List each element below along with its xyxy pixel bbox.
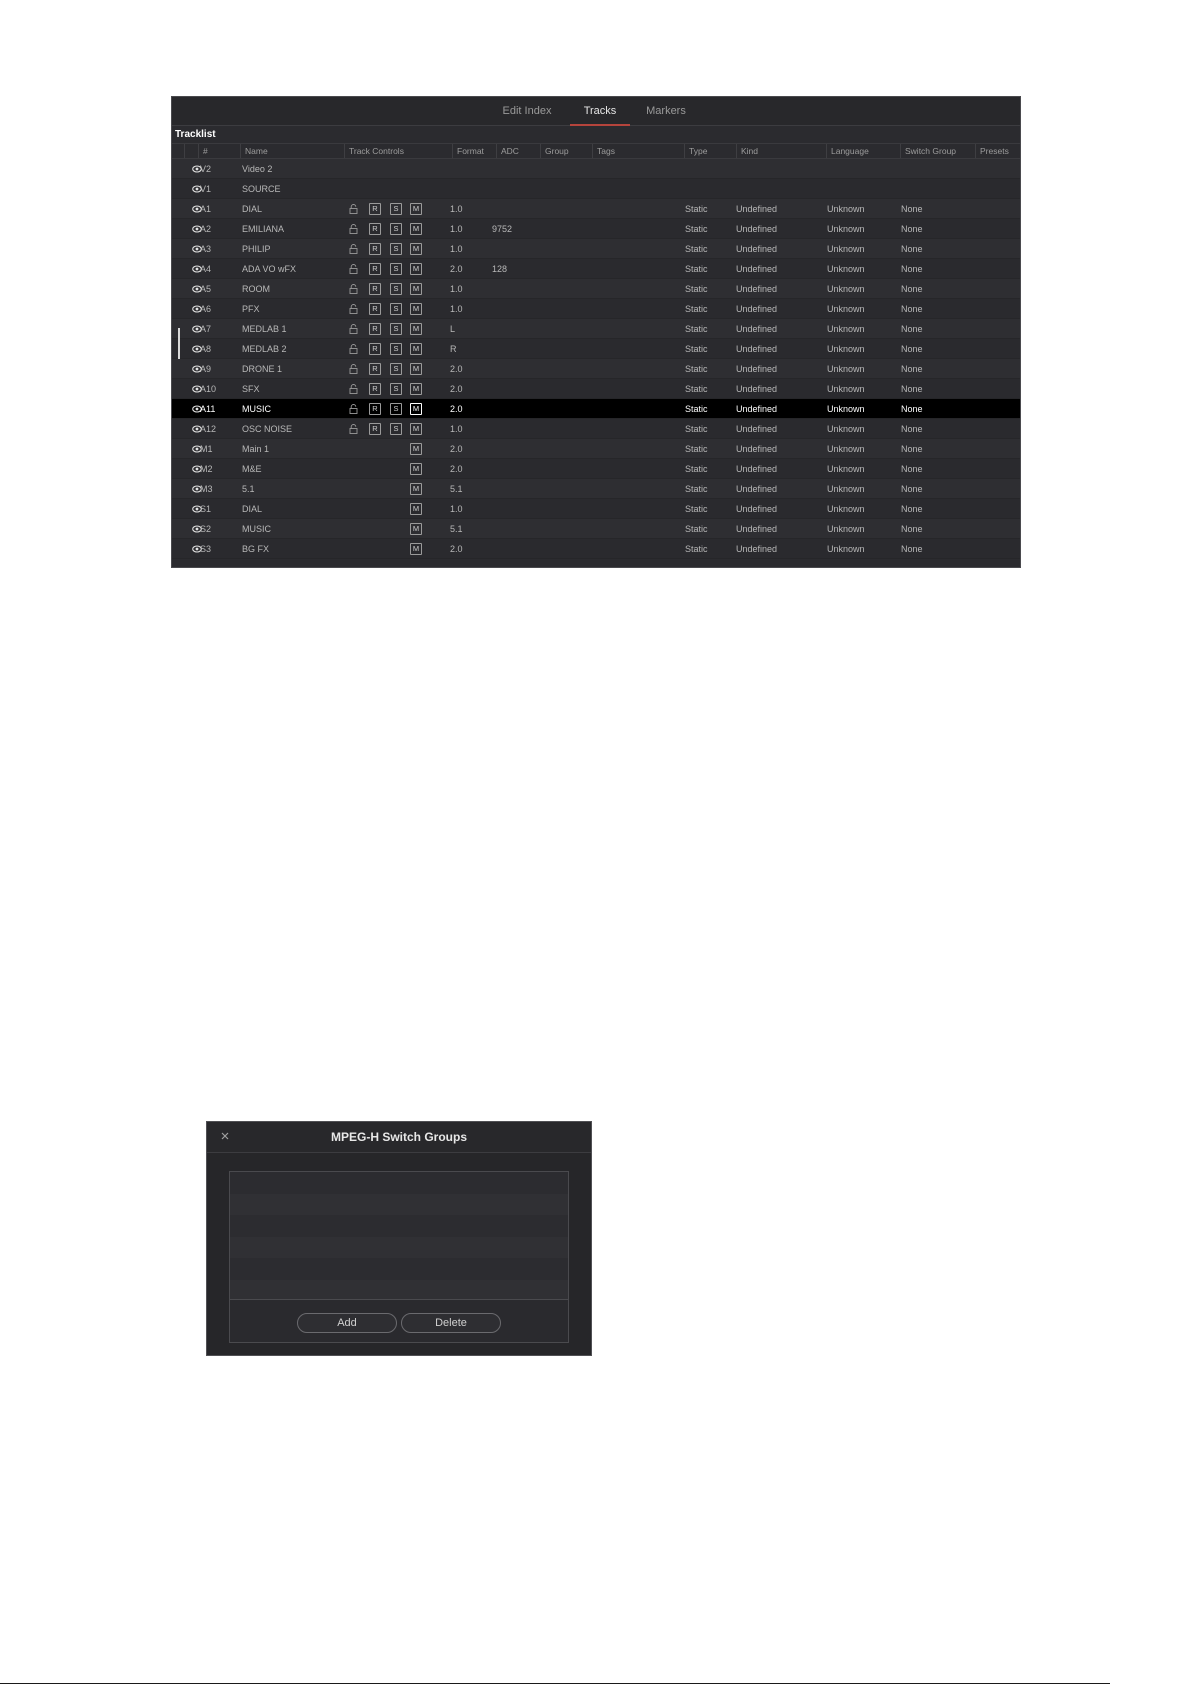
track-format: 2.0 (450, 544, 463, 554)
lock-icon[interactable] (349, 324, 358, 334)
mute-button[interactable]: M (410, 523, 422, 535)
track-format: 2.0 (450, 444, 463, 454)
mute-button[interactable]: M (410, 323, 422, 335)
table-row[interactable] (172, 179, 1020, 199)
track-kind: Undefined (736, 544, 778, 554)
mute-button[interactable]: M (410, 343, 422, 355)
track-name: SFX (242, 384, 260, 394)
track-name: ADA VO wFX (242, 264, 297, 274)
list-item (230, 1172, 568, 1194)
mute-button[interactable]: M (410, 263, 422, 275)
record-button[interactable]: R (369, 303, 381, 315)
track-number: S2 (200, 524, 212, 534)
track-number: S3 (200, 544, 212, 554)
track-type: Static (685, 524, 708, 534)
column-header-number[interactable]: # (198, 144, 240, 158)
solo-button[interactable]: S (390, 383, 402, 395)
track-type: Static (685, 464, 708, 474)
table-row[interactable] (172, 399, 1020, 419)
mute-button[interactable]: M (410, 283, 422, 295)
track-format: 1.0 (450, 424, 463, 434)
track-name: BG FX (242, 544, 270, 554)
list-item (230, 1215, 568, 1237)
solo-button[interactable]: S (390, 423, 402, 435)
track-switch-group: None (901, 264, 923, 274)
table-row[interactable] (172, 519, 1020, 539)
track-kind: Undefined (736, 204, 778, 214)
track-type: Static (685, 544, 708, 554)
track-kind: Undefined (736, 364, 778, 374)
track-switch-group: None (901, 324, 923, 334)
delete-button[interactable]: Delete (401, 1313, 501, 1333)
track-switch-group: None (901, 504, 923, 514)
table-row[interactable] (172, 459, 1020, 479)
track-kind: Undefined (736, 264, 778, 274)
track-type: Static (685, 384, 708, 394)
add-button[interactable]: Add (297, 1313, 397, 1333)
track-language: Unknown (827, 284, 865, 294)
mute-button[interactable]: M (410, 403, 422, 415)
column-header-type[interactable]: Type (684, 144, 736, 158)
track-format: 2.0 (450, 264, 463, 274)
track-kind: Undefined (736, 344, 778, 354)
track-number: V1 (200, 184, 212, 194)
track-name: MEDLAB 2 (242, 344, 287, 354)
track-language: Unknown (827, 304, 865, 314)
tracklist-rows (172, 159, 1020, 559)
track-name: PHILIP (242, 244, 271, 254)
column-header-switch-group[interactable]: Switch Group (900, 144, 975, 158)
solo-button[interactable]: S (390, 403, 402, 415)
track-number: A7 (200, 324, 212, 334)
column-header-format[interactable]: Format (452, 144, 496, 158)
lock-icon[interactable] (349, 284, 358, 294)
solo-button[interactable]: S (390, 343, 402, 355)
track-kind: Undefined (736, 224, 778, 234)
track-type: Static (685, 504, 708, 514)
table-row[interactable] (172, 319, 1020, 339)
track-language: Unknown (827, 324, 865, 334)
track-format: 1.0 (450, 304, 463, 314)
track-kind: Undefined (736, 304, 778, 314)
solo-button[interactable]: S (390, 283, 402, 295)
track-format: L (450, 324, 456, 334)
track-format: 2.0 (450, 364, 463, 374)
table-row[interactable] (172, 499, 1020, 519)
track-language: Unknown (827, 464, 865, 474)
track-name: DRONE 1 (242, 364, 283, 374)
track-kind: Undefined (736, 484, 778, 494)
track-name: Video 2 (242, 164, 273, 174)
table-row[interactable] (172, 239, 1020, 259)
track-switch-group: None (901, 544, 923, 554)
track-type: Static (685, 404, 708, 414)
track-language: Unknown (827, 364, 865, 374)
track-name: MEDLAB 1 (242, 324, 287, 334)
track-type: Static (685, 324, 708, 334)
solo-button[interactable]: S (390, 243, 402, 255)
track-format: 5.1 (450, 524, 463, 534)
record-button[interactable]: R (369, 343, 381, 355)
solo-button[interactable]: S (390, 263, 402, 275)
mute-button[interactable]: M (410, 543, 422, 555)
mute-button[interactable]: M (410, 503, 422, 515)
mute-button[interactable]: M (410, 203, 422, 215)
track-name: EMILIANA (242, 224, 285, 234)
track-format: 2.0 (450, 384, 463, 394)
lock-icon[interactable] (349, 264, 358, 274)
track-number: A6 (200, 304, 212, 314)
table-row[interactable] (172, 539, 1020, 559)
track-switch-group: None (901, 464, 923, 474)
list-item (230, 1194, 568, 1216)
track-type: Static (685, 284, 708, 294)
column-header-kind[interactable]: Kind (736, 144, 826, 158)
track-number: A4 (200, 264, 212, 274)
table-row[interactable] (172, 379, 1020, 399)
track-language: Unknown (827, 544, 865, 554)
track-name: MUSIC (242, 524, 271, 534)
track-format: 5.1 (450, 484, 463, 494)
track-switch-group: None (901, 244, 923, 254)
track-switch-group: None (901, 384, 923, 394)
track-switch-group: None (901, 424, 923, 434)
solo-button[interactable]: S (390, 203, 402, 215)
record-button[interactable]: R (369, 243, 381, 255)
track-number: M2 (200, 464, 213, 474)
dialog-footer (230, 1299, 568, 1342)
lock-icon[interactable] (349, 424, 358, 434)
mute-button[interactable]: M (410, 383, 422, 395)
track-switch-group: None (901, 364, 923, 374)
lock-icon[interactable] (349, 404, 358, 414)
track-language: Unknown (827, 244, 865, 254)
list-item (230, 1237, 568, 1259)
track-name: DIAL (242, 504, 263, 514)
record-button[interactable]: R (369, 423, 381, 435)
track-format: R (450, 344, 457, 354)
track-name: MUSIC (242, 404, 271, 414)
mute-button[interactable]: M (410, 483, 422, 495)
track-switch-group: None (901, 304, 923, 314)
track-format: 1.0 (450, 284, 463, 294)
tab-markers[interactable]: Markers (646, 105, 686, 117)
column-header-language[interactable]: Language (826, 144, 900, 158)
track-language: Unknown (827, 424, 865, 434)
track-language: Unknown (827, 444, 865, 454)
table-row[interactable] (172, 479, 1020, 499)
track-language: Unknown (827, 344, 865, 354)
track-type: Static (685, 304, 708, 314)
table-row[interactable] (172, 439, 1020, 459)
track-adc: 128 (492, 264, 508, 274)
track-name: Main 1 (242, 444, 270, 454)
track-adc: 9752 (492, 224, 513, 234)
track-format: 1.0 (450, 244, 463, 254)
mute-button[interactable]: M (410, 243, 422, 255)
switch-groups-dialog (206, 1121, 592, 1356)
track-type: Static (685, 364, 708, 374)
track-language: Unknown (827, 504, 865, 514)
track-switch-group: None (901, 344, 923, 354)
track-kind: Undefined (736, 284, 778, 294)
table-row[interactable] (172, 419, 1020, 439)
dialog-header (207, 1122, 591, 1153)
track-number: A9 (200, 364, 212, 374)
track-type: Static (685, 424, 708, 434)
track-kind: Undefined (736, 384, 778, 394)
table-row[interactable] (172, 339, 1020, 359)
track-kind: Undefined (736, 324, 778, 334)
tracks-panel (171, 96, 1021, 568)
tracklist-title: Tracklist (175, 129, 216, 140)
tab-bar (172, 97, 1020, 126)
track-name: OSC NOISE (242, 424, 293, 434)
record-button[interactable]: R (369, 383, 381, 395)
record-button[interactable]: R (369, 363, 381, 375)
column-header-visibility (184, 144, 198, 158)
track-number: A11 (200, 404, 216, 414)
track-language: Unknown (827, 524, 865, 534)
mute-button[interactable]: M (410, 443, 422, 455)
track-switch-group: None (901, 484, 923, 494)
table-row[interactable] (172, 219, 1020, 239)
track-kind: Undefined (736, 464, 778, 474)
lock-icon[interactable] (349, 384, 358, 394)
record-button[interactable]: R (369, 323, 381, 335)
track-kind: Undefined (736, 424, 778, 434)
mute-button[interactable]: M (410, 303, 422, 315)
track-number: A2 (200, 224, 212, 234)
track-type: Static (685, 244, 708, 254)
lock-icon[interactable] (349, 224, 358, 234)
track-type: Static (685, 204, 708, 214)
column-header-track-controls[interactable]: Track Controls (344, 144, 452, 158)
solo-button[interactable]: S (390, 363, 402, 375)
list-item (230, 1258, 568, 1280)
mute-button[interactable]: M (410, 463, 422, 475)
track-format: 1.0 (450, 224, 463, 234)
track-type: Static (685, 444, 708, 454)
mute-button[interactable]: M (410, 423, 422, 435)
track-type: Static (685, 344, 708, 354)
track-switch-group: None (901, 404, 923, 414)
track-name: PFX (242, 304, 260, 314)
solo-button[interactable]: S (390, 223, 402, 235)
tracklist-header (172, 143, 1020, 159)
track-switch-group: None (901, 224, 923, 234)
record-button[interactable]: R (369, 403, 381, 415)
switch-groups-list[interactable] (229, 1171, 569, 1343)
track-language: Unknown (827, 264, 865, 274)
track-format: 1.0 (450, 204, 463, 214)
track-kind: Undefined (736, 504, 778, 514)
solo-button[interactable]: S (390, 303, 402, 315)
column-header-adc[interactable]: ADC (496, 144, 540, 158)
track-number: V2 (200, 164, 212, 174)
column-header-tags[interactable]: Tags (592, 144, 684, 158)
track-group-marker (178, 328, 180, 359)
column-header-group[interactable]: Group (540, 144, 592, 158)
track-number: A1 (200, 204, 212, 214)
lock-icon[interactable] (349, 304, 358, 314)
dialog-title: MPEG-H Switch Groups (330, 1130, 467, 1144)
mute-button[interactable]: M (410, 223, 422, 235)
track-format: 2.0 (450, 464, 463, 474)
track-switch-group: None (901, 284, 923, 294)
table-row[interactable] (172, 299, 1020, 319)
track-name: M&E (242, 464, 262, 474)
table-row[interactable] (172, 159, 1020, 179)
record-button[interactable]: R (369, 223, 381, 235)
lock-icon[interactable] (349, 344, 358, 354)
track-number: M3 (200, 484, 213, 494)
track-switch-group: None (901, 524, 923, 534)
track-type: Static (685, 484, 708, 494)
lock-icon[interactable] (349, 364, 358, 374)
track-number: A3 (200, 244, 212, 254)
track-number: A5 (200, 284, 212, 294)
track-kind: Undefined (736, 404, 778, 414)
track-number: A8 (200, 344, 212, 354)
tab-tracks[interactable]: Tracks (570, 97, 630, 126)
track-number: A12 (200, 424, 217, 434)
record-button[interactable]: R (369, 263, 381, 275)
track-kind: Undefined (736, 524, 778, 534)
table-row[interactable] (172, 199, 1020, 219)
record-button[interactable]: R (369, 283, 381, 295)
solo-button[interactable]: S (390, 323, 402, 335)
track-switch-group: None (901, 444, 923, 454)
track-number: A10 (200, 384, 217, 394)
lock-icon[interactable] (349, 244, 358, 254)
track-language: Unknown (827, 484, 865, 494)
track-language: Unknown (827, 204, 865, 214)
track-kind: Undefined (736, 444, 778, 454)
track-kind: Undefined (736, 244, 778, 254)
track-name: 5.1 (242, 484, 255, 494)
tab-edit-index[interactable]: Edit Index (502, 105, 552, 117)
track-name: DIAL (242, 204, 263, 214)
track-name: ROOM (242, 284, 270, 294)
track-language: Unknown (827, 404, 865, 414)
table-row[interactable] (172, 259, 1020, 279)
lock-icon[interactable] (349, 204, 358, 214)
track-name: SOURCE (242, 184, 281, 194)
track-number: M1 (200, 444, 213, 454)
track-switch-group: None (901, 204, 923, 214)
track-language: Unknown (827, 384, 865, 394)
track-format: 2.0 (450, 404, 463, 414)
track-language: Unknown (827, 224, 865, 234)
column-header-presets[interactable]: Presets (975, 144, 1021, 158)
table-row[interactable] (172, 279, 1020, 299)
record-button[interactable]: R (369, 203, 381, 215)
column-header-name[interactable]: Name (240, 144, 334, 158)
track-format: 1.0 (450, 504, 463, 514)
track-number: S1 (200, 504, 212, 514)
page-footer-rule (0, 1683, 1110, 1684)
list-item (230, 1280, 568, 1302)
mute-button[interactable]: M (410, 363, 422, 375)
track-type: Static (685, 264, 708, 274)
track-type: Static (685, 224, 708, 234)
table-row[interactable] (172, 359, 1020, 379)
